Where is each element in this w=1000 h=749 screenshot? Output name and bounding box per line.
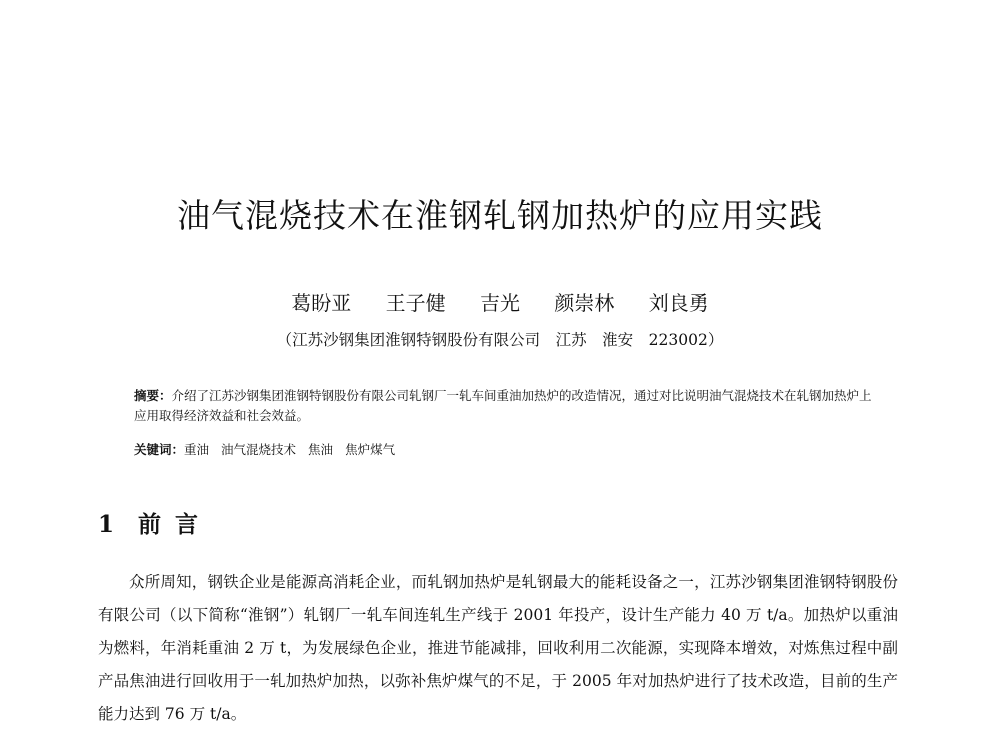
- section-title: 前言: [138, 511, 212, 538]
- author-name: 颜崇林: [554, 291, 615, 315]
- affiliation: （江苏沙钢集团淮钢特钢股份有限公司 江苏 淮安 223002）: [276, 331, 724, 349]
- keyword: 油气混烧技术: [221, 442, 297, 457]
- body-paragraph: 众所周知，钢铁企业是能源高消耗企业，而轧钢加热炉是轧钢最大的能耗设备之一，江苏沙钢集团淮钢特钢股份有限公司（以下简称“淮钢”）轧钢厂一轧车间连轧生产线于 2001 年投产，设计生产能力 40 万 t/a。加热炉以重油为燃料，年消耗重油 2 万 t，为发展绿色企业，推进节能减排，回收利用二次能源，实现降本增效，对炼焦过程中副产品焦油进行回收用于一轧加热炉加热，以弥补焦炉煤气的不足，于 2005 年对加热炉进行了技术改造，目前的生产能力达到 76 万 t/a。: [98, 573, 898, 723]
- author-name: 王子健: [385, 291, 446, 315]
- section-heading: [98, 510, 212, 540]
- keywords: [134, 440, 874, 460]
- keyword: 焦炉煤气: [345, 442, 396, 457]
- author-name: 吉光: [480, 291, 520, 315]
- keywords-label: 关键词：: [134, 442, 185, 457]
- section-number: 1: [98, 511, 115, 538]
- author-name: 刘良勇: [648, 291, 709, 315]
- keyword: 焦油: [308, 442, 334, 457]
- abstract-text: 介绍了江苏沙钢集团淮钢特钢股份有限公司轧钢厂一轧车间重油加热炉的改造情况，通过对比说明油气混烧技术在轧钢加热炉上应用取得经济效益和社会效益。: [134, 388, 872, 423]
- abstract: [134, 386, 874, 426]
- author-list: [0, 290, 1000, 316]
- keyword: 重油: [184, 442, 210, 457]
- abstract-label: 摘要：: [134, 388, 172, 403]
- paper-title: 油气混烧技术在淮钢轧钢加热炉的应用实践: [177, 196, 823, 235]
- author-name: 葛盼亚: [291, 291, 352, 315]
